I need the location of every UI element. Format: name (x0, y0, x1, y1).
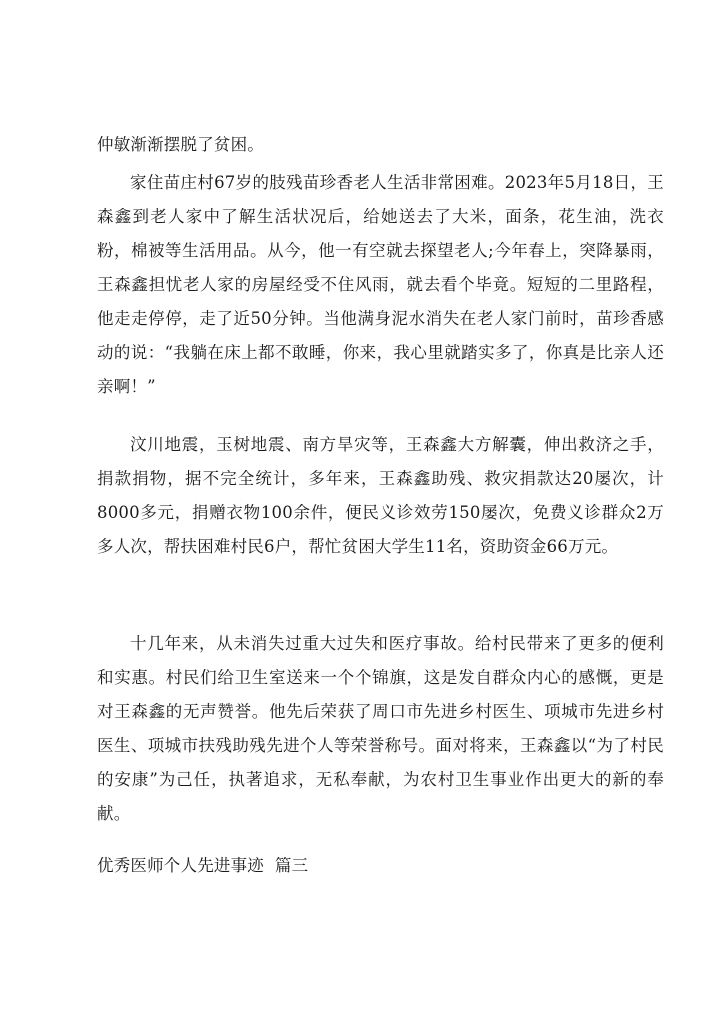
section-heading-block (97, 851, 664, 881)
paragraph-continuation (97, 128, 664, 162)
paragraph-text: 仲敏渐渐摆脱了贫困。 (97, 135, 264, 154)
paragraph-honors (97, 627, 664, 831)
paragraph-text: 十几年来，从未消失过重大过失和医疗事故。给村民带来了更多的便利和实惠。村民们给卫生室送来一个个锦旗，这是发自群众内心的感慨，更是对王森鑫的无声赞誉。他先后荣获了周口市先进乡村医生、项城市先进乡村医生、项城市扶残助残先进个人等荣誉称号。面对将来，王森鑫以“为了村民的安康”为己任，执著追求，无私奉献，为农村卫生事业作出更大的新的奉献。 (97, 634, 664, 823)
paragraph-text: 家住苗庄村67岁的肢残苗珍香老人生活非常困难。2023年5月18日，王森鑫到老人家中了解生活状况后，给她送去了大米，面条，花生油，洗衣粉，棉被等生活用品。从今，他一有空就去探望老人;今年春上，突降暴雨，王森鑫担忧老人家的房屋经受不住风雨，就去看个毕竟。短短的二里路程，他走走停停，走了近50分钟。当他满身泥水消失在老人家门前时，苗珍香感动的说：“我躺在床上都不敢睡，你来，我心里就踏实多了，你真是比亲人还亲啊！” (97, 173, 664, 396)
paragraph-text: 汶川地震，玉树地震、南方旱灾等，王森鑫大方解囊，伸出救济之手，捐款捐物，据不完全统计，多年来，王森鑫助残、救灾捐款达20屡次，计8000多元，捐赠衣物100余件，便民义诊效劳150屡次，免费义诊群众2万多人次，帮扶困难村民6户，帮忙贫困大学生11名，资助资金66万元。 (97, 435, 664, 556)
paragraph-miao-zhenxiang (97, 166, 664, 404)
section-heading: 优秀医师个人先进事迹 篇三 (97, 856, 309, 875)
paragraph-donations (97, 428, 664, 564)
